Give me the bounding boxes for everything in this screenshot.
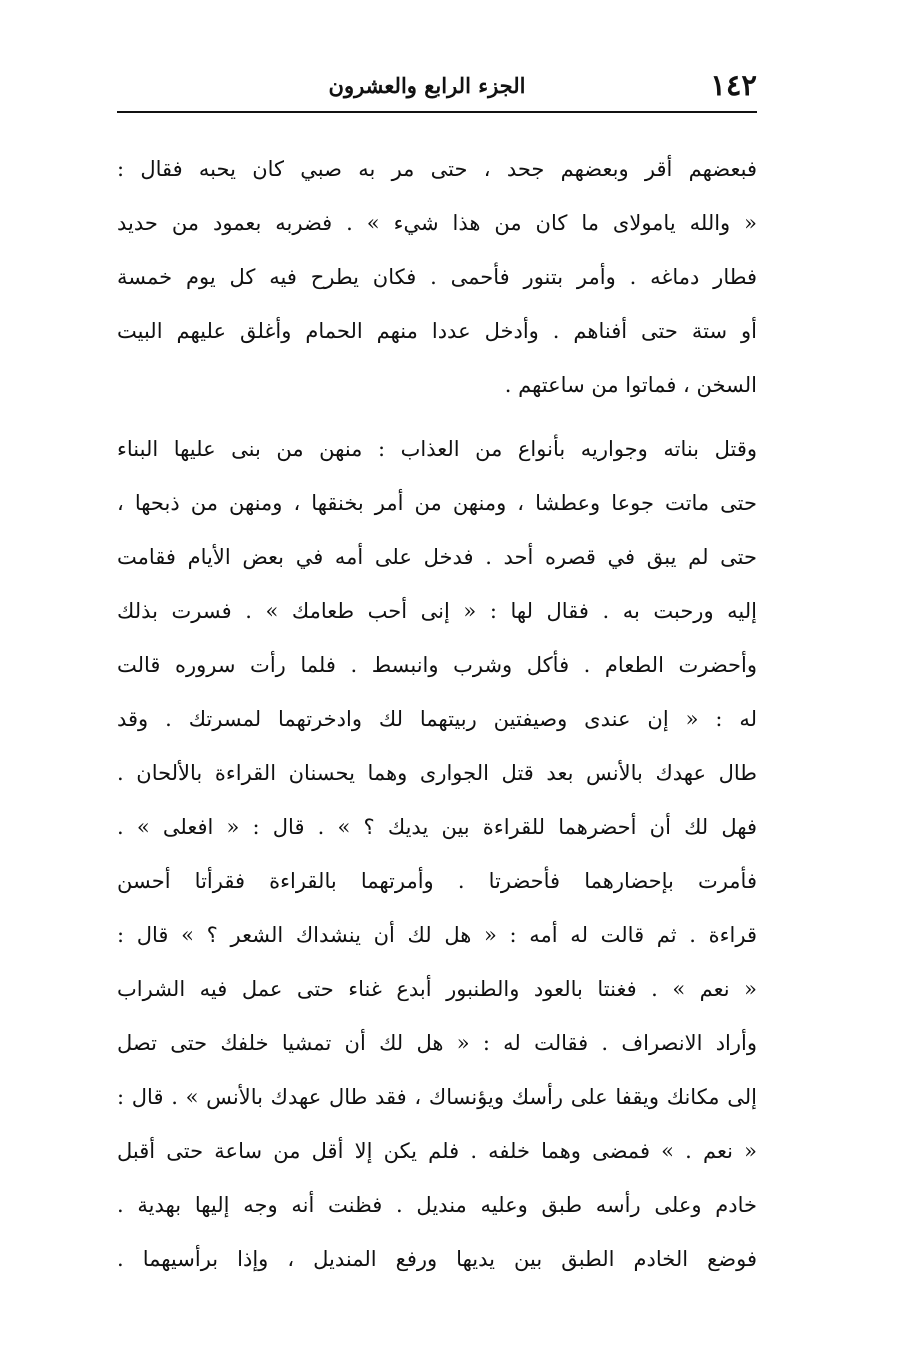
text-line: له : « إن عندى وصيفتين ربيتهما لك وادخرتهما لمسرتك . وقد	[117, 707, 757, 731]
text-line: إليه ورحبت به . فقال لها : « إنى أحب طعامك » . فسرت بذلك	[117, 599, 757, 623]
text-line: وقتل بناته وجواريه بأنواع من العذاب : منهن من بنى عليها البناء	[117, 437, 757, 461]
text-line: حتى ماتت جوعا وعطشا ، ومنهن من أمر بخنقها ، ومنهن من ذبحها ،	[117, 491, 757, 515]
text-line: فوضع الخادم الطبق بين يديها ورفع المنديل ، وإذا برأسيهما .	[117, 1247, 757, 1271]
page-number: ١٤٢	[710, 68, 757, 102]
text-line: السخن ، فماتوا من ساعتهم .	[504, 373, 757, 397]
paragraph-1	[117, 142, 757, 412]
text-line: « نعم » . فغنتا بالعود والطنبور أبدع غناء حتى عمل فيه الشراب	[117, 977, 757, 1001]
running-title: الجزء الرابع والعشرون	[328, 73, 526, 98]
text-line: فبعضهم أقر وبعضهم جحد ، حتى مر به صبي كان يحبه فقال :	[117, 157, 757, 181]
text-line: قراءة . ثم قالت له أمه : « هل لك أن ينشداك الشعر ؟ » قال :	[117, 923, 757, 947]
text-line: حتى لم يبق في قصره أحد . فدخل على أمه في بعض الأيام فقامت	[117, 545, 757, 569]
text-line: فطار دماغه . وأمر بتنور فأحمى . فكان يطرح فيه كل يوم خمسة	[117, 265, 757, 289]
page-header	[117, 68, 757, 102]
text-line: فأمرت بإحضارهما فأحضرتا . وأمرتهما بالقراءة فقرأتا أحسن	[117, 869, 757, 893]
text-line: طال عهدك بالأنس بعد قتل الجوارى وهما يحسنان القراءة بالألحان .	[117, 761, 757, 785]
header-rule	[117, 111, 757, 113]
text-line: « نعم . » فمضى وهما خلفه . فلم يكن إلا أقل من ساعة حتى أقبل	[117, 1139, 757, 1163]
text-line: وأراد الانصراف . فقالت له : « هل لك أن تمشيا خلفك حتى تصل	[117, 1031, 757, 1055]
text-line: وأحضرت الطعام . فأكل وشرب وانبسط . فلما رأت سروره قالت	[117, 653, 757, 677]
text-line: فهل لك أن أحضرهما للقراءة بين يديك ؟ » . قال : « افعلى » .	[117, 815, 757, 839]
text-line: « والله يامولاى ما كان من هذا شيء » . فضربه بعمود من حديد	[117, 211, 757, 235]
text-line: إلى مكانك ويقفا على رأسك ويؤنساك ، فقد طال عهدك بالأنس » . قال :	[117, 1085, 757, 1109]
text-line: أو ستة حتى أفناهم . وأدخل عددا منهم الحمام وأغلق عليهم البيت	[117, 319, 757, 343]
text-line: خادم وعلى رأسه طبق وعليه منديل . فظنت أنه وجه إليها بهدية .	[117, 1193, 757, 1217]
paragraph-2	[117, 422, 757, 1286]
